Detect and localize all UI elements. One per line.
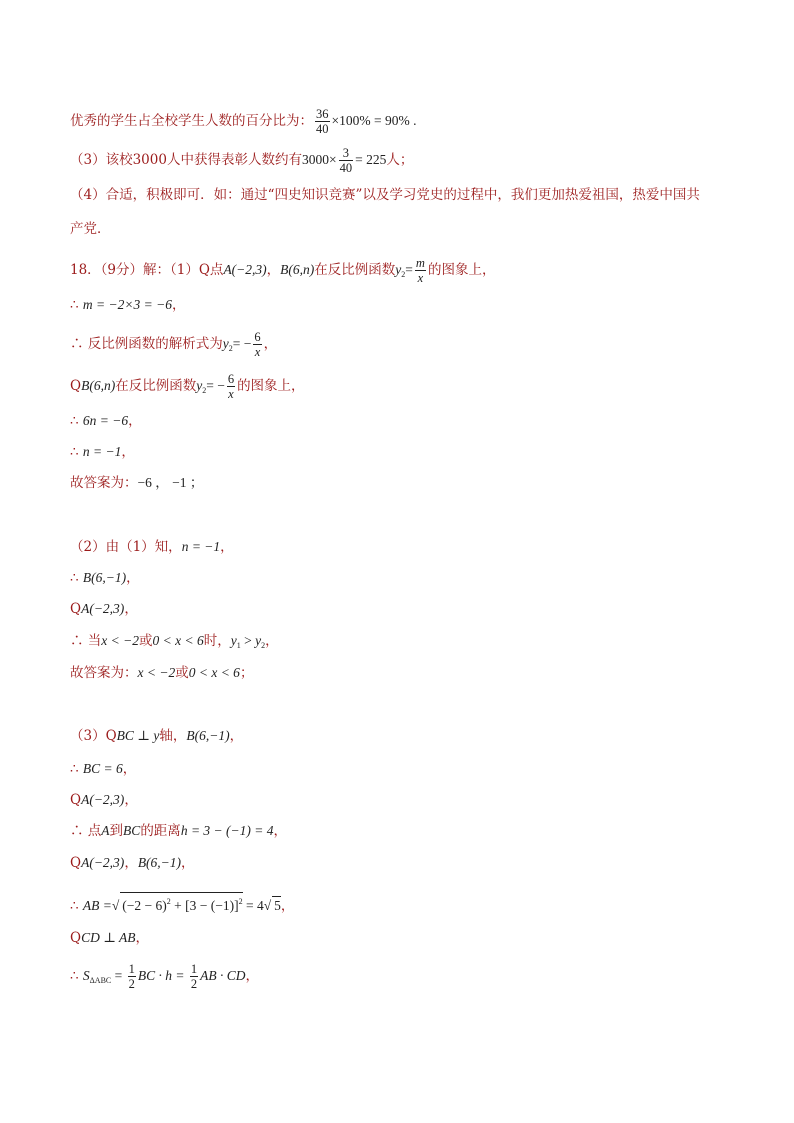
denominator: 2 bbox=[128, 977, 135, 991]
text: 在反比例函数 bbox=[314, 262, 396, 278]
text: （2）由（1）知， bbox=[70, 539, 182, 555]
text: ， bbox=[229, 728, 244, 744]
line-n bbox=[70, 443, 135, 461]
text: （3）Q bbox=[70, 728, 117, 744]
line-cd-perp bbox=[70, 929, 149, 947]
text: 在反比例函数 bbox=[115, 378, 197, 394]
subscript: 1 bbox=[236, 641, 241, 650]
numerator: 36 bbox=[316, 107, 329, 121]
text: ， bbox=[273, 823, 287, 839]
denominator: 40 bbox=[339, 161, 353, 175]
math: x < −2 bbox=[137, 665, 176, 680]
text: ， bbox=[245, 968, 259, 984]
text: 人； bbox=[386, 152, 414, 168]
line-part2 bbox=[70, 538, 234, 556]
text: 的图象上， bbox=[427, 262, 496, 278]
line-q18-intro bbox=[70, 256, 495, 285]
line-answer-1 bbox=[70, 474, 203, 492]
text: ， bbox=[124, 601, 138, 617]
text: ， bbox=[171, 297, 186, 313]
text: 优秀的学生占全校学生人数的百分比为： bbox=[70, 113, 313, 129]
math: −6 ， −1 ； bbox=[137, 475, 204, 490]
line-part4-cont: 产党． bbox=[70, 221, 111, 237]
line-estimate bbox=[70, 146, 413, 175]
subscript: 2 bbox=[261, 641, 266, 650]
math: y bbox=[196, 378, 203, 393]
math: x < −2 bbox=[101, 633, 140, 648]
text: ∴ bbox=[70, 761, 79, 777]
line-part3 bbox=[70, 727, 243, 745]
text: 18．（9分）解：（1）Q点 bbox=[70, 262, 224, 278]
text: ， bbox=[265, 633, 279, 649]
fraction bbox=[339, 146, 354, 175]
text: Q bbox=[70, 378, 82, 394]
numerator: 6 bbox=[254, 330, 261, 344]
math: BC bbox=[123, 823, 141, 838]
text: 的图象上， bbox=[237, 378, 305, 394]
text: ∴ 当 bbox=[70, 633, 102, 649]
line-part4: （4）合适，积极即可．如：通过“四史知识竞赛”以及学习党史的过程中，我们更加热爱祖国，热爱中国共 bbox=[70, 187, 700, 203]
math: A(−2,3) bbox=[223, 262, 267, 277]
radicand bbox=[120, 892, 242, 915]
text: ∴ 反比例函数的解析式为 bbox=[70, 336, 223, 352]
numerator: 3 bbox=[342, 146, 349, 160]
radicand: 5 bbox=[274, 898, 281, 913]
text: 故答案为： bbox=[70, 475, 138, 491]
math: > bbox=[240, 633, 256, 648]
fraction bbox=[315, 107, 330, 136]
line-distance bbox=[70, 822, 287, 840]
text: ， bbox=[263, 336, 278, 352]
text: Q bbox=[70, 601, 82, 617]
text: Q bbox=[70, 855, 82, 871]
subscript: 2 bbox=[228, 344, 233, 353]
text: 到 bbox=[109, 823, 124, 839]
denominator: x bbox=[228, 387, 234, 401]
math: B(6,n) bbox=[280, 262, 315, 277]
numerator: m bbox=[415, 256, 425, 270]
text: ， bbox=[124, 792, 138, 808]
text: ； bbox=[239, 665, 254, 681]
superscript: 2 bbox=[238, 897, 243, 906]
math: = 4 bbox=[242, 898, 264, 913]
text: 轴， bbox=[159, 728, 187, 744]
text: ， bbox=[266, 262, 281, 278]
superscript: 2 bbox=[166, 897, 171, 906]
math: y bbox=[255, 633, 262, 648]
text: （3）该校3000人中获得表彰人数约有 bbox=[70, 152, 302, 168]
math: ×100% = 90% . bbox=[331, 113, 417, 128]
line-a2 bbox=[70, 791, 138, 809]
math: (−2 − 6) bbox=[122, 898, 167, 913]
math: AB · CD bbox=[200, 968, 246, 983]
text: ， bbox=[181, 855, 195, 871]
denominator: x bbox=[254, 345, 261, 359]
math: 0 < x < 6 bbox=[188, 665, 240, 680]
math: B(6,−1) bbox=[186, 728, 230, 743]
text: ∴ bbox=[70, 297, 79, 313]
fraction bbox=[253, 330, 261, 359]
text: ， bbox=[124, 855, 138, 871]
math: AB = bbox=[82, 898, 112, 913]
math: y bbox=[222, 336, 229, 351]
fraction bbox=[190, 962, 198, 991]
subscript: 2 bbox=[202, 386, 207, 395]
math: A(−2,3) bbox=[81, 792, 125, 807]
math: BC = 6 bbox=[82, 761, 123, 776]
numerator: 1 bbox=[128, 962, 135, 976]
denominator: 40 bbox=[316, 122, 329, 136]
line-ab-points bbox=[70, 854, 195, 872]
math: S bbox=[82, 968, 90, 983]
math: = 225 bbox=[355, 152, 387, 167]
line-6n bbox=[70, 412, 142, 430]
text: ∴ bbox=[70, 968, 79, 984]
math: B(6,−1) bbox=[82, 570, 127, 585]
math: CD ⊥ AB bbox=[81, 930, 136, 945]
text: 故答案为： bbox=[70, 665, 138, 681]
fraction bbox=[227, 372, 235, 401]
math: A(−2,3) bbox=[81, 855, 125, 870]
text: ， bbox=[128, 413, 142, 429]
math: y bbox=[395, 262, 402, 277]
text: ， bbox=[220, 539, 234, 555]
numerator: 6 bbox=[227, 372, 235, 386]
math: n = −1 bbox=[181, 539, 221, 554]
text: 的距离 bbox=[140, 823, 181, 839]
line-a bbox=[70, 600, 138, 618]
text: ， bbox=[126, 570, 140, 586]
math: = − bbox=[206, 378, 225, 393]
text: Q bbox=[70, 792, 82, 808]
text: Q bbox=[70, 930, 82, 946]
text: ∴ bbox=[70, 413, 79, 429]
text: ， bbox=[121, 444, 135, 460]
math: BC · h = bbox=[137, 968, 188, 983]
line-expression bbox=[70, 330, 277, 359]
math: B(6,n) bbox=[81, 378, 116, 393]
text: ∴ bbox=[70, 444, 79, 460]
math: A(−2,3) bbox=[81, 601, 125, 616]
line-percent bbox=[70, 107, 416, 136]
text: ∴ bbox=[70, 570, 79, 586]
math: = − bbox=[232, 336, 252, 351]
math: h = 3 − (−1) = 4 bbox=[180, 823, 274, 838]
math: 0 < x < 6 bbox=[152, 633, 204, 648]
sqrt-sign: √ bbox=[111, 898, 120, 913]
math: 6n = −6 bbox=[82, 413, 129, 428]
line-area bbox=[70, 962, 259, 991]
text: ， bbox=[280, 898, 295, 914]
math: BC ⊥ y bbox=[116, 728, 160, 743]
math: B(6,−1) bbox=[137, 855, 182, 870]
math: = bbox=[111, 968, 126, 983]
line-range bbox=[70, 632, 279, 655]
text: 时， bbox=[203, 633, 231, 649]
text: ∴ bbox=[70, 898, 79, 914]
line-b bbox=[70, 569, 140, 587]
line-bc bbox=[70, 760, 136, 778]
line-m bbox=[70, 296, 185, 314]
math: m = −2×3 = −6 bbox=[82, 297, 172, 312]
text: ， bbox=[122, 761, 137, 777]
sqrt-sign: √ bbox=[263, 898, 272, 913]
denominator: x bbox=[415, 270, 426, 285]
fraction bbox=[415, 256, 426, 285]
math: = bbox=[405, 262, 413, 277]
subscript: 2 bbox=[401, 270, 406, 279]
numerator: 1 bbox=[190, 962, 198, 976]
line-answer-2 bbox=[70, 664, 253, 682]
subscript: ΔABC bbox=[89, 976, 112, 985]
text: 或 bbox=[139, 633, 153, 649]
math: y bbox=[230, 633, 237, 648]
fraction bbox=[128, 962, 136, 991]
text: 或 bbox=[175, 665, 189, 681]
text: ， bbox=[135, 930, 150, 946]
math: 3000× bbox=[301, 152, 337, 167]
line-ab-length bbox=[70, 892, 294, 915]
math: + [3 − (−1)] bbox=[170, 898, 239, 913]
line-b-on-graph bbox=[70, 372, 305, 401]
math: A bbox=[101, 823, 110, 838]
math: n = −1 bbox=[82, 444, 122, 459]
denominator: 2 bbox=[190, 977, 198, 991]
text: ∴ 点 bbox=[70, 823, 102, 839]
